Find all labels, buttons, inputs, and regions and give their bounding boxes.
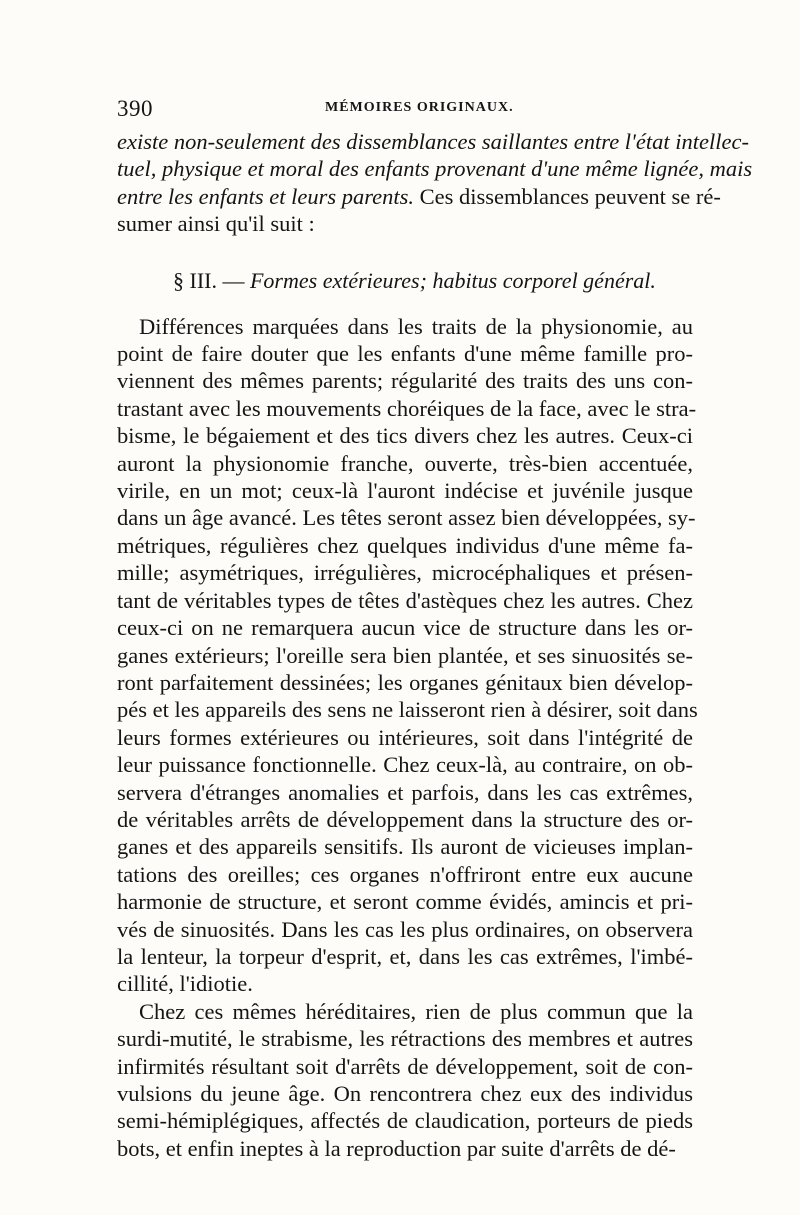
text-line: tant de véritables types de têtes d'astèques chez les autres. Chez — [117, 587, 693, 613]
text-line: dans un âge avancé. Les têtes seront assez bien développées, sy- — [117, 505, 696, 531]
text-line: surdi-mutité, le strabisme, les rétractions des membres et autres — [117, 1026, 693, 1052]
section-heading — [117, 267, 693, 294]
text-line: bots, et enfin ineptes à la reproduction par suite d'arrêts de dé- — [117, 1135, 676, 1161]
text-line: vés de sinuosités. Dans les cas les plus ordinaires, on observera — [117, 916, 693, 942]
text-line: sumer ainsi qu'il suit : — [117, 211, 315, 237]
text-line: infirmités résultant soit d'arrêts de développement, soit de con- — [117, 1053, 693, 1079]
text-line: Chez ces mêmes héréditaires, rien de plus commun que la — [139, 998, 693, 1024]
paragraph-infirmities — [117, 998, 693, 1162]
text-line: Différences marquées dans les traits de la physionomie, au — [139, 313, 693, 339]
intro-paragraph — [117, 128, 753, 238]
text-line: ceux-ci on ne remarquera aucun vice de structure dans les or- — [117, 615, 693, 641]
text-line: point de faire douter que les enfants d'une même famille pro- — [117, 341, 693, 367]
text-line: ganes extérieurs; l'oreille sera bien plantée, et ses sinuosités se- — [117, 642, 693, 668]
roman-fragment: Ces dissemblances peuvent se ré- — [414, 183, 721, 209]
page-number: 390 — [117, 96, 153, 121]
text-line: tations des oreilles; ces organes n'offriront entre eux aucune — [117, 861, 693, 887]
text-line: existe non-seulement des dissemblances saillantes entre l'état intellec- — [117, 129, 749, 154]
text-line: métriques, régulières chez quelques individus d'une même fa- — [117, 532, 693, 558]
text-line: harmonie de structure, et seront comme évidés, amincis et pri- — [117, 889, 693, 915]
paragraph-physiognomy — [117, 313, 698, 998]
text-line: pés et les appareils des sens ne laisseront rien à désirer, soit dans — [117, 697, 698, 723]
text-line: la lenteur, la torpeur d'esprit, et, dans les cas extrêmes, l'imbé- — [117, 943, 693, 969]
text-line: bisme, le bégaiement et des tics divers chez les autres. Ceux-ci — [117, 423, 693, 449]
text-line: servera d'étranges anomalies et parfois, dans les cas extrêmes, — [117, 779, 693, 805]
text-line: mille; asymétriques, irrégulières, microcéphaliques et présen- — [117, 560, 693, 586]
text-line: auront la physionomie franche, ouverte, très-bien accentuée, — [117, 450, 693, 476]
text-line: ganes et des appareils sensitifs. Ils auront de vicieuses implan- — [117, 834, 693, 860]
journal-title: MÉMOIRES ORIGINAUX. — [325, 100, 514, 115]
text-line: leurs formes extérieures ou intérieures, soit dans l'intégrité de — [117, 724, 693, 750]
text-line: vulsions du jeune âge. On rencontrera chez eux des individus — [117, 1081, 693, 1106]
text-line: leur puissance fonctionnelle. Chez ceux-là, au contraire, on ob- — [117, 752, 693, 778]
text-line: trastant avec les mouvements choréiques de la face, avec le stra- — [117, 395, 697, 421]
text-line: virile, en un mot; ceux-là l'auront indécise et juvénile jusque — [117, 478, 693, 504]
running-head — [117, 96, 693, 124]
body-text — [117, 128, 753, 1162]
section-label: § III. — — [173, 267, 250, 293]
italic-fragment: entre les enfants et leurs parents. — [117, 183, 415, 209]
section-title: Formes extérieures; habitus corporel général. — [249, 267, 656, 293]
text-line: de véritables arrêts de développement dans la structure des or- — [117, 806, 693, 832]
text-line: ront parfaitement dessinées; les organes génitaux bien dévelop- — [117, 669, 693, 695]
text-line: cillité, l'idiotie. — [117, 971, 253, 997]
text-line — [117, 183, 721, 210]
text-line: tuel, physique et moral des enfants provenant d'une même lignée, mais — [117, 156, 753, 182]
text-line: semi-hémiplégiques, affectés de claudication, porteurs de pieds — [117, 1108, 693, 1134]
text-line: viennent des mêmes parents; régularité des traits des uns con- — [117, 368, 693, 394]
